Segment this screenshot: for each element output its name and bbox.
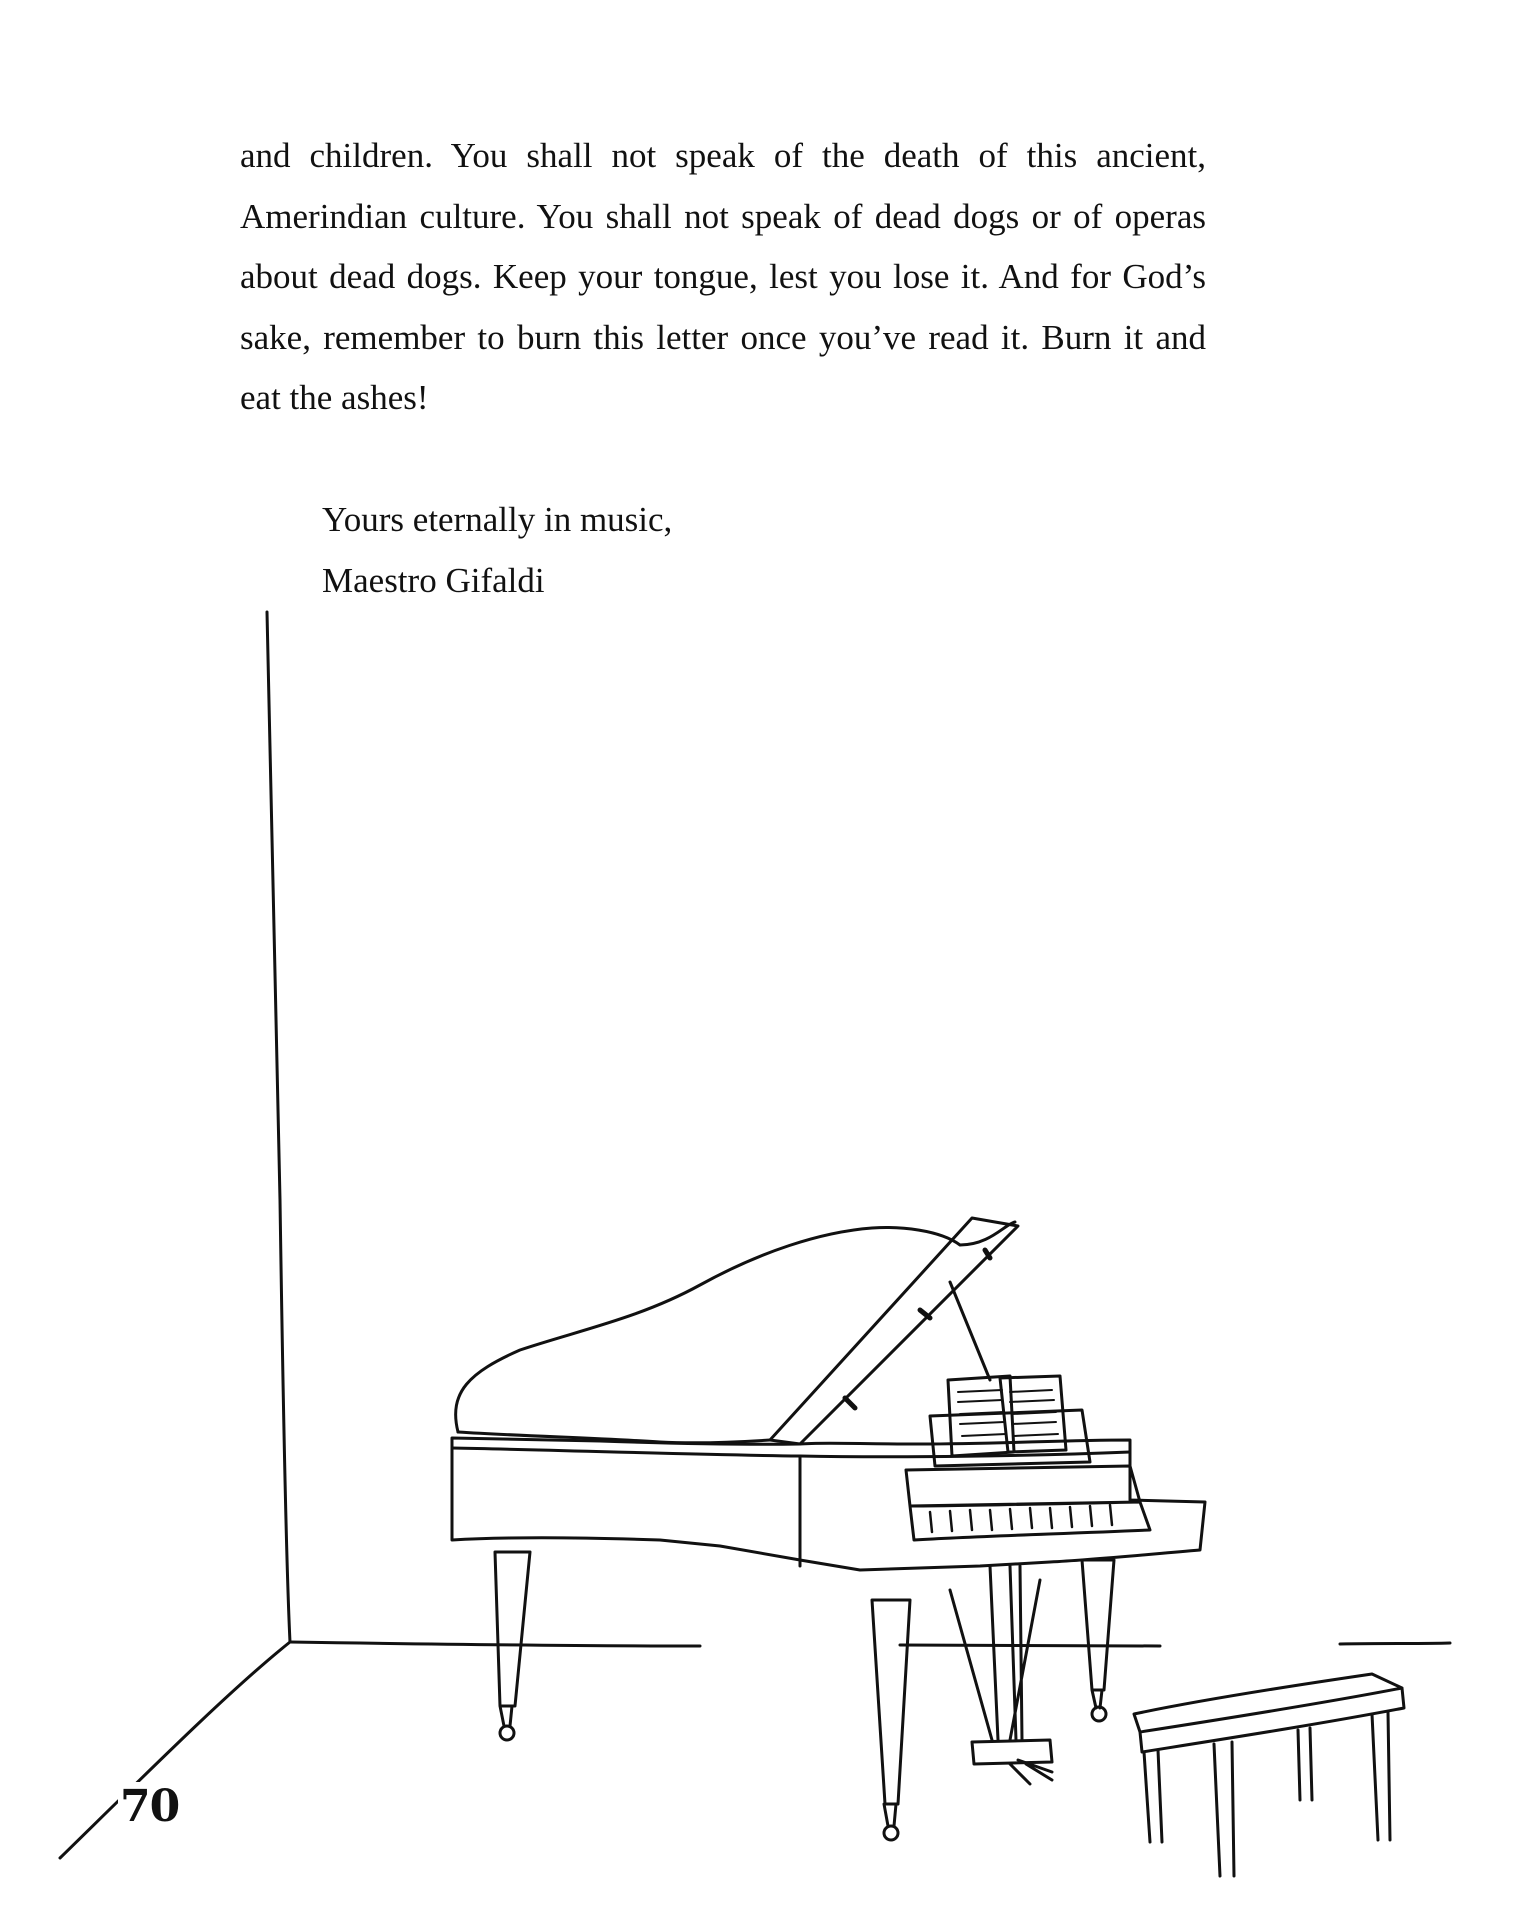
wall-corner-line <box>267 612 290 1642</box>
piano-keyboard <box>906 1466 1150 1540</box>
page-number: 70 <box>120 1781 180 1832</box>
piano-leg-left <box>495 1552 530 1726</box>
pedal-lyre <box>950 1566 1040 1740</box>
floor-back-line <box>290 1642 1450 1646</box>
letter-line-1: and children. You shall not speak of the death of this ancient, <box>240 136 1206 175</box>
letter-body <box>240 126 1206 429</box>
piano-lid-prop-panel <box>770 1218 1018 1444</box>
letter-line-5: eat the ashes! <box>240 378 429 417</box>
caster-left <box>500 1726 514 1740</box>
letter-signoff <box>322 489 1022 611</box>
letter-closing: Yours eternally in music, <box>322 500 673 539</box>
letter-line-2: Amerindian culture. You shall not speak of dead dogs or of operas <box>240 196 1206 236</box>
pedal-box <box>972 1740 1052 1764</box>
piano-leg-right <box>1082 1560 1114 1708</box>
piano-leg-middle <box>872 1600 910 1826</box>
piano-keys <box>930 1505 1112 1532</box>
letter-signature: Maestro Gifaldi <box>322 561 545 600</box>
letter-line-4: sake, remember to burn this letter once you’ve read it. Burn it and <box>240 317 1206 357</box>
piano-lid <box>456 1222 1015 1432</box>
caster-middle <box>884 1826 898 1840</box>
piano-bench-top <box>1134 1674 1404 1752</box>
piano-lid-stick <box>950 1282 990 1380</box>
piano-bench-legs <box>1144 1712 1390 1876</box>
letter-line-3: about dead dogs. Keep your tongue, lest you lose it. And for God’s <box>240 257 1206 296</box>
